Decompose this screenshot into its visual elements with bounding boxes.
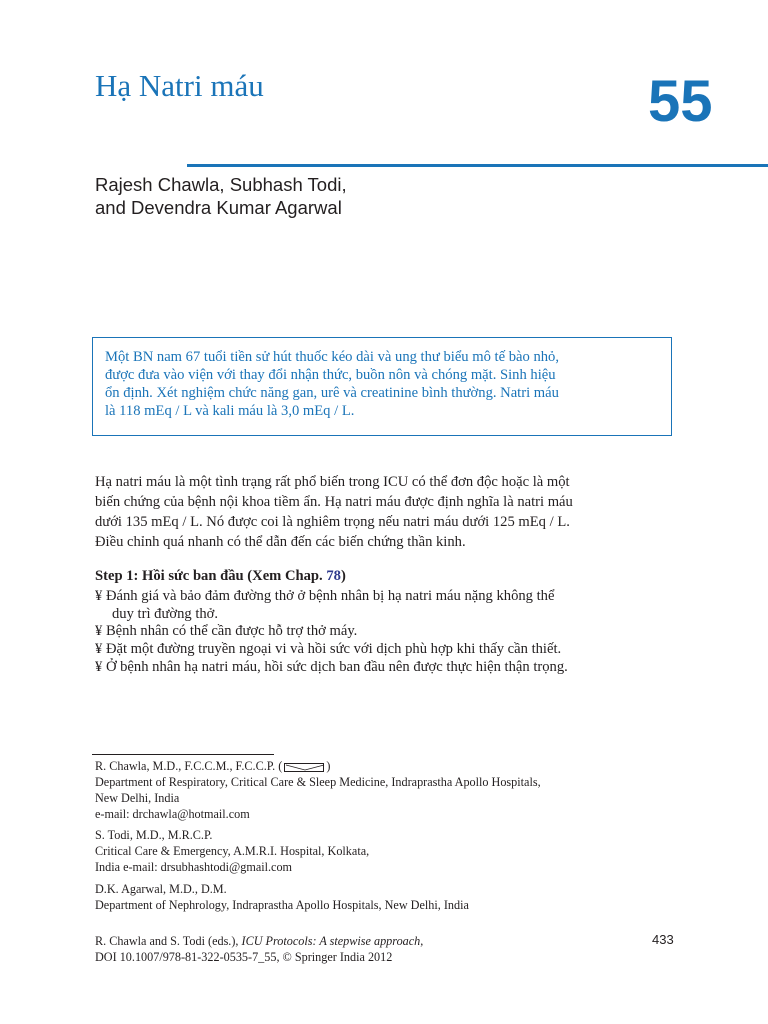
step1-bullet-4: ¥ Ở bệnh nhân hạ natri máu, hồi sức dịch ban đầu nên được thực hiện thận trọng. [95,659,568,675]
footnote-chawla-name [95,758,330,774]
intro-line-2: biến chứng của bệnh nội khoa tiềm ẩn. Hạ natri máu được định nghĩa là natri máu [95,494,573,510]
chapter-reference-link[interactable]: 78 [326,568,341,584]
footnote-chawla-email[interactable]: e-mail: drchawla@hotmail.com [95,807,250,821]
page-number: 433 [652,932,674,947]
intro-line-3: dưới 135 mEq / L. Nó được coi là nghiêm trọng nếu natri máu dưới 125 mEq / L. [95,514,570,530]
authors-line-1: Rajesh Chawla, Subhash Todi, [95,174,347,195]
step1-heading-text: Step 1: Hồi sức ban đầu (Xem Chap. [95,568,327,584]
email-envelope-icon[interactable] [284,763,324,772]
citation-line [95,933,423,949]
step1-bullet-1-cont: duy trì đường thở. [112,606,219,622]
case-line-1: Một BN nam 67 tuổi tiền sử hút thuốc kéo dài và ung thư biểu mô tế bào nhỏ, [105,349,559,365]
footnote-agarwal-name: D.K. Agarwal, M.D., D.M. [95,882,227,896]
footnote-agarwal-dept: Department of Nephrology, Indraprastha Apollo Hospitals, New Delhi, India [95,898,469,912]
step1-heading [95,567,346,586]
footnote-todi-email[interactable]: India e-mail: drsubhashtodi@gmail.com [95,860,293,874]
authors-line-2: and Devendra Kumar Agarwal [95,197,342,218]
case-line-4: là 118 mEq / L và kali máu là 3,0 mEq / L. [105,403,355,419]
chawla-name-end: ) [326,759,331,773]
chawla-name-text: R. Chawla, M.D., F.C.C.M., F.C.C.P. ( [95,759,283,773]
footnote-todi-name: S. Todi, M.D., M.R.C.P. [95,828,213,842]
chapter-number: 55 [648,69,713,134]
citation-doi: DOI 10.1007/978-81-322-0535-7_55, © Springer India 2012 [95,950,393,964]
citation-prefix: R. Chawla and S. Todi (eds.), [95,934,242,948]
intro-line-4: Điều chỉnh quá nhanh có thể dẫn đến các biến chứng thần kinh. [95,534,466,550]
case-line-2: được đưa vào viện với thay đổi nhận thức, buồn nôn và chóng mặt. Sinh hiệu [105,367,556,383]
footnote-chawla-dept: Department of Respiratory, Critical Care & Sleep Medicine, Indraprastha Apollo Hospitals, [95,775,541,789]
footnote-chawla-city: New Delhi, India [95,791,180,805]
footnote-rule [92,754,274,755]
footnote-todi-dept: Critical Care & Emergency, A.M.R.I. Hospital, Kolkata, [95,844,370,858]
title-rule [187,164,768,167]
case-line-3: ổn định. Xét nghiệm chức năng gan, urê và creatinine bình thường. Natri máu [105,385,559,401]
step1-bullet-1: ¥ Đánh giá và bảo đảm đường thở ở bệnh nhân bị hạ natri máu nặng không thể [95,588,555,604]
step1-heading-end: ) [340,568,346,584]
intro-line-1: Hạ natri máu là một tình trạng rất phổ biến trong ICU có thể đơn độc hoặc là một [95,474,570,490]
chapter-title: Hạ Natri máu [95,68,264,103]
step1-bullet-2: ¥ Bệnh nhân có thể cần được hỗ trợ thở máy. [95,623,358,639]
step1-bullet-3: ¥ Đặt một đường truyền ngoại vi và hồi sức với dịch phù hợp khi thấy cần thiết. [95,641,562,657]
citation-suffix: , [420,934,424,948]
citation-book-title: ICU Protocols: A stepwise approach [241,934,421,948]
